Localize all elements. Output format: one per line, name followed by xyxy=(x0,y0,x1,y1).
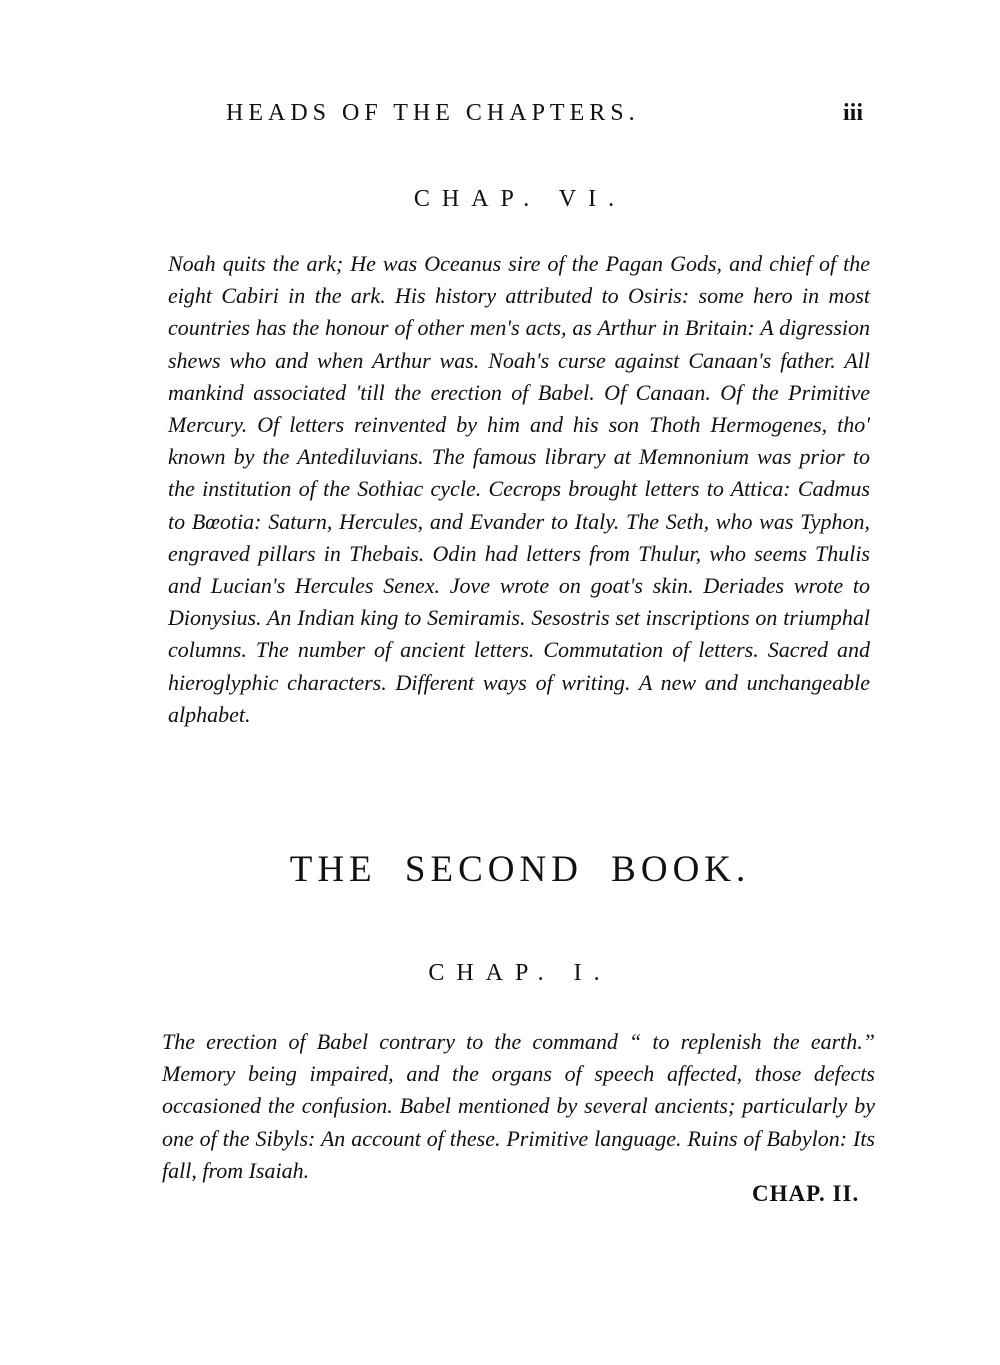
catchword: CHAP. II. xyxy=(752,1181,860,1206)
running-head: HEADS OF THE CHAPTERS. xyxy=(226,100,640,126)
chapter-heading: CHAP. VI. xyxy=(413,186,627,212)
page-number: iii xyxy=(843,100,864,126)
chapter-summary: Noah quits the ark; He was Oceanus sire of the Pagan Gods, and chief of the eight Cabiri in the ark. His history attributed to Osiris: some hero in most countries has the honour of other men's acts, as Arthur in Britain: A digression shews who and when Arthur was. Noah's curse against Canaan's father. All mankind associated 'till the erection of Babel. Of Canaan. Of the Primitive Mercury. Of letters reinvented by him and his son Thoth Hermogenes, tho' known by the Antediluvians. The famous library at Memnonium was prior to the institution of the Sothiac cycle. Cecrops brought letters to Attica: Cadmus to Bœotia: Saturn, Hercules, and Evander to Italy. The Seth, who was Typhon, engraved pillars in Thebais. Odin had letters from Thulur, who seems Thulis and Lucian's Hercules Senex. Jove wrote on goat's skin. Deriades wrote to Dionysius. An Indian king to Semiramis. Sesostris set inscriptions on triumphal columns. The number of ancient letters. Commutation of letters. Sacred and hieroglyphic characters. Different ways of writing. A new and unchangeable alphabet. xyxy=(168,251,870,727)
chapter-summary: The erection of Babel contrary to the command “ to replenish the earth.” Memory being impaired, and the organs of speech affected, those defects occasioned the confusion. Babel mentioned by several ancients; particularly by one of the Sibyls: An account of these. Primitive language. Ruins of Babylon: Its fall, from Isaiah. xyxy=(162,1029,875,1183)
chapter-heading: CHAP. I. xyxy=(428,960,612,986)
book-title: THE SECOND BOOK. xyxy=(289,849,751,890)
